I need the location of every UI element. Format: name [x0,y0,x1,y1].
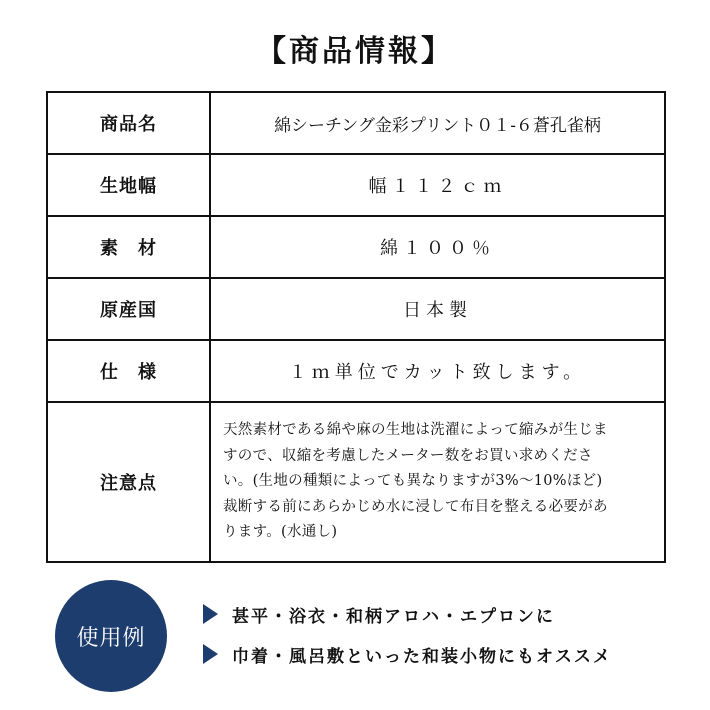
note-line: ります。(水通し) [223,524,338,541]
row-label-fabric-width: 生地幅 [47,154,210,216]
table-row [47,92,665,154]
usage-item-text: 巾着・風呂敷といった和装小物にもオススメ [232,646,612,667]
table-row [47,278,665,340]
row-value-notes [210,402,665,562]
page-title: 【商品情報】 [256,34,454,69]
row-label-spec: 仕 様 [47,340,210,402]
row-value-fabric-width: 幅１１２ｃｍ [210,154,665,216]
usage-item [203,600,693,628]
row-label-product-name: 商品名 [47,92,210,154]
row-label-notes: 注意点 [47,402,210,562]
table-row [47,216,665,278]
row-value-origin: 日本製 [210,278,665,340]
usage-badge: 使用例 [55,580,167,692]
table-row [47,340,665,402]
note-line: い。(生地の種類によっても異なりますが3%～10%ほど) [223,473,603,490]
triangle-right-icon [203,644,218,664]
triangle-right-icon [203,604,218,624]
usage-item-text: 甚平・浴衣・和柄アロハ・エプロンに [232,606,555,627]
usage-list [203,600,693,680]
row-value-material: 綿１００％ [210,216,665,278]
note-line: 裁断する前にあらかじめ水に浸して布目を整える必要があ [223,498,608,515]
row-value-spec: １ｍ単位でカット致します。 [210,340,665,402]
note-line: すので、収縮を考慮したメーター数をお買い求めくださ [223,447,593,464]
product-info-table [46,91,666,563]
table-row [47,402,665,562]
row-label-origin: 原産国 [47,278,210,340]
row-label-material: 素 材 [47,216,210,278]
usage-item [203,640,693,668]
note-line: 天然素材である綿や麻の生地は洗濯によって縮みが生じま [223,422,608,439]
row-value-product-name: 綿シーチング金彩プリント０１-６蒼孔雀柄 [210,92,665,154]
table-row [47,154,665,216]
